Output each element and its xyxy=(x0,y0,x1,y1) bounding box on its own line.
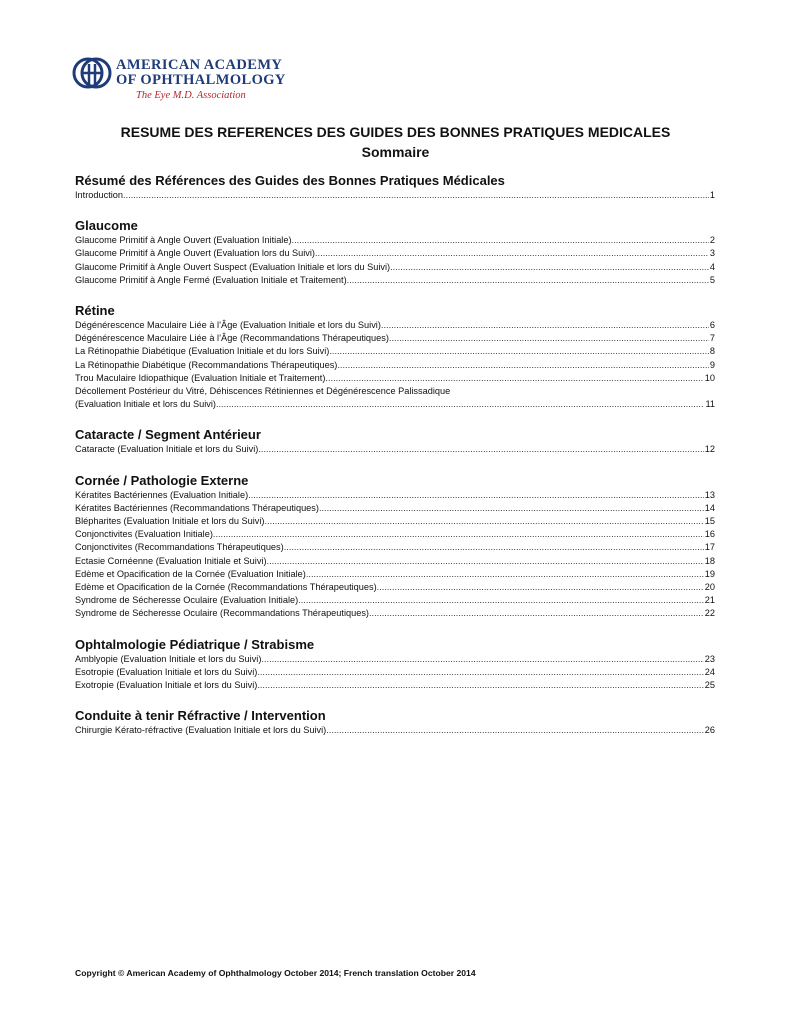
dot-leader xyxy=(306,568,704,581)
copyright-footer: Copyright © American Academy of Ophthalmology October 2014; French translation October 2014 xyxy=(75,968,476,978)
toc-entry[interactable] xyxy=(75,581,715,594)
logo-org-line2: OF OPHTHALMOLOGY xyxy=(116,72,286,88)
aao-emblem-icon xyxy=(72,56,112,90)
section-heading: Rétine xyxy=(75,303,115,319)
toc-section xyxy=(75,217,715,287)
toc-page-number: 24 xyxy=(704,666,715,677)
toc-page-number: 14 xyxy=(704,502,715,513)
toc-entry-text: Edème et Opacification de la Cornée (Recommandations Thérapeutiques) xyxy=(75,582,377,593)
toc-entry[interactable] xyxy=(75,555,715,568)
toc-entry[interactable] xyxy=(75,372,715,385)
dot-leader xyxy=(325,372,703,385)
toc-page-number: 13 xyxy=(704,489,715,500)
toc-page-number: 17 xyxy=(704,542,715,553)
document-title xyxy=(0,122,791,162)
toc-entry[interactable] xyxy=(75,359,715,372)
toc-entry-text: Syndrome de Sécheresse Oculaire (Evaluation Initiale) xyxy=(75,595,299,606)
dot-leader xyxy=(347,274,709,287)
toc-page-number: 4 xyxy=(709,261,715,272)
aao-logo xyxy=(72,56,286,106)
dot-leader xyxy=(337,359,709,372)
toc-entry[interactable] xyxy=(75,345,715,358)
toc-page-number: 8 xyxy=(709,346,715,357)
toc-entry-text: Cataracte (Evaluation Initiale et lors du Suivi) xyxy=(75,444,259,455)
document-title-line1: RESUME DES REFERENCES DES GUIDES DES BONNES PRATIQUES MEDICALES xyxy=(120,124,671,140)
toc-page-number: 12 xyxy=(704,444,715,455)
toc-entry[interactable] xyxy=(75,666,715,679)
toc-section xyxy=(75,172,715,202)
dot-leader xyxy=(267,555,704,568)
toc-entry-text: Amblyopie (Evaluation Initiale et lors du Suivi) xyxy=(75,653,262,664)
toc-entry[interactable] xyxy=(75,724,715,737)
toc-page-number: 6 xyxy=(709,320,715,331)
toc-entry[interactable] xyxy=(75,234,715,247)
toc-page-number: 5 xyxy=(709,274,715,285)
toc-page-number: 7 xyxy=(709,333,715,344)
toc-page-number: 18 xyxy=(704,555,715,566)
toc-entry[interactable] xyxy=(75,607,715,620)
section-heading: Cornée / Pathologie Externe xyxy=(75,472,249,488)
section-heading: Résumé des Références des Guides des Bonnes Pratiques Médicales xyxy=(75,173,505,188)
toc-entry-text: Introduction xyxy=(75,190,124,200)
toc-entry-text: Blépharites (Evaluation Initiale et lors du Suivi) xyxy=(75,516,265,527)
toc-entry-text: Glaucome Primitif à Angle Ouvert (Evaluation lors du Suivi) xyxy=(75,248,315,259)
toc-entry[interactable] xyxy=(75,261,715,274)
toc-page-number: 15 xyxy=(704,516,715,527)
toc-entry-text: Conjonctivites (Recommandations Thérapeutiques) xyxy=(75,542,284,553)
toc-section xyxy=(75,636,715,693)
dot-leader xyxy=(257,679,703,692)
dot-leader xyxy=(292,234,709,247)
toc-page-number: 11 xyxy=(705,399,715,410)
dot-leader xyxy=(258,443,703,456)
toc-entry-text: Glaucome Primitif à Angle Ouvert (Evaluation Initiale) xyxy=(75,235,292,246)
dot-leader xyxy=(284,541,704,554)
toc-entry-text: Edème et Opacification de la Cornée (Evaluation Initiale) xyxy=(75,568,306,579)
logo-org-line1: AMERICAN ACADEMY xyxy=(116,57,283,73)
dot-leader xyxy=(261,653,703,666)
toc-section xyxy=(75,707,715,737)
toc-page-number: 1 xyxy=(709,190,715,200)
toc-entry[interactable] xyxy=(75,398,715,411)
toc-entry-text: Glaucome Primitif à Angle Fermé (Evaluation Initiale et Traitement) xyxy=(75,274,347,285)
section-heading: Glaucome xyxy=(75,218,138,234)
dot-leader xyxy=(390,261,709,274)
toc-section xyxy=(75,302,715,411)
toc-entry[interactable] xyxy=(75,515,715,528)
toc-entry-text: Trou Maculaire Idiopathique (Evaluation Initiale et Traitement) xyxy=(75,372,326,383)
toc-entry[interactable] xyxy=(75,443,715,456)
toc-entry[interactable] xyxy=(75,679,715,692)
toc-section xyxy=(75,472,715,621)
toc-entry-text: Chirurgie Kérato-réfractive (Evaluation Initiale et lors du Suivi) xyxy=(75,725,327,736)
dot-leader xyxy=(123,189,709,202)
toc-page-number: 19 xyxy=(704,568,715,579)
dot-leader xyxy=(326,724,704,737)
toc-entry-text: La Rétinopathie Diabétique (Recommandations Thérapeutiques) xyxy=(75,359,338,370)
toc-entry[interactable] xyxy=(75,332,715,345)
toc-entry-text: Exotropie (Evaluation Initiale et lors du Suivi) xyxy=(75,680,258,691)
toc-entry[interactable] xyxy=(75,594,715,607)
toc-page-number: 16 xyxy=(704,529,715,540)
toc-entry-text: Kératites Bactériennes (Recommandations Thérapeutiques) xyxy=(75,502,319,513)
dot-leader xyxy=(315,247,709,260)
toc-entry-text: Esotropie (Evaluation Initiale et lors du Suivi) xyxy=(75,666,258,677)
dot-leader xyxy=(216,398,705,411)
toc-page-number: 25 xyxy=(704,680,715,691)
toc-entry-text: (Evaluation Initiale et lors du Suivi) xyxy=(75,399,216,410)
toc-entry[interactable] xyxy=(75,319,715,332)
toc-entry[interactable] xyxy=(75,189,715,202)
toc-page-number: 21 xyxy=(704,595,715,606)
table-of-contents xyxy=(75,172,715,737)
document-title-line2: Sommaire xyxy=(361,144,430,160)
dot-leader xyxy=(381,319,709,332)
toc-page-number: 3 xyxy=(709,248,715,259)
toc-entry[interactable] xyxy=(75,502,715,515)
toc-entry-text: Syndrome de Sécheresse Oculaire (Recommandations Thérapeutiques) xyxy=(75,608,369,619)
dot-leader xyxy=(298,594,704,607)
dot-leader xyxy=(319,502,704,515)
dot-leader xyxy=(264,515,703,528)
toc-entry-text: Kératites Bactériennes (Evaluation Initiale) xyxy=(75,489,249,500)
toc-page-number: 2 xyxy=(709,235,715,246)
toc-entry-text: Dégénérescence Maculaire Liée à l’Âge (Evaluation Initiale et lors du Suivi) xyxy=(75,320,381,331)
toc-entry-text[interactable]: Décollement Postérieur du Vitré, Déhiscences Rétiniennes et Dégénérescence Palissadique xyxy=(75,386,451,397)
logo-tagline: The Eye M.D. Association xyxy=(136,90,246,101)
dot-leader xyxy=(257,666,703,679)
toc-entry-text: Glaucome Primitif à Angle Ouvert Suspect (Evaluation Initiale et lors du Suivi) xyxy=(75,261,391,272)
dot-leader xyxy=(248,489,704,502)
toc-page-number: 10 xyxy=(704,372,715,383)
toc-entry[interactable] xyxy=(75,568,715,581)
dot-leader xyxy=(377,581,704,594)
toc-entry[interactable] xyxy=(75,653,715,666)
toc-entry-text: Conjonctivites (Evaluation Initiale) xyxy=(75,529,213,540)
toc-page-number: 9 xyxy=(709,359,715,370)
dot-leader xyxy=(329,345,709,358)
toc-entry[interactable] xyxy=(75,274,715,287)
dot-leader xyxy=(213,528,704,541)
toc-entry-text: Dégénérescence Maculaire Liée à l’Âge (Recommandations Thérapeutiques) xyxy=(75,333,389,344)
toc-page-number: 20 xyxy=(704,582,715,593)
toc-entry[interactable] xyxy=(75,528,715,541)
toc-section xyxy=(75,426,715,456)
toc-entry[interactable] xyxy=(75,489,715,502)
toc-page-number: 23 xyxy=(704,653,715,664)
toc-entry[interactable] xyxy=(75,247,715,260)
toc-entry-text: Ectasie Cornéenne (Evaluation Initiale et Suivi) xyxy=(75,555,267,566)
toc-entry[interactable] xyxy=(75,541,715,554)
section-heading: Cataracte / Segment Antérieur xyxy=(75,427,261,443)
toc-page-number: 26 xyxy=(704,725,715,736)
dot-leader xyxy=(389,332,709,345)
section-heading: Ophtalmologie Pédiatrique / Strabisme xyxy=(75,636,315,652)
section-heading: Conduite à tenir Réfractive / Intervention xyxy=(75,708,326,724)
toc-page-number: 22 xyxy=(704,608,715,619)
toc-entry-text: La Rétinopathie Diabétique (Evaluation Initiale et du lors Suivi) xyxy=(75,346,330,357)
dot-leader xyxy=(369,607,704,620)
